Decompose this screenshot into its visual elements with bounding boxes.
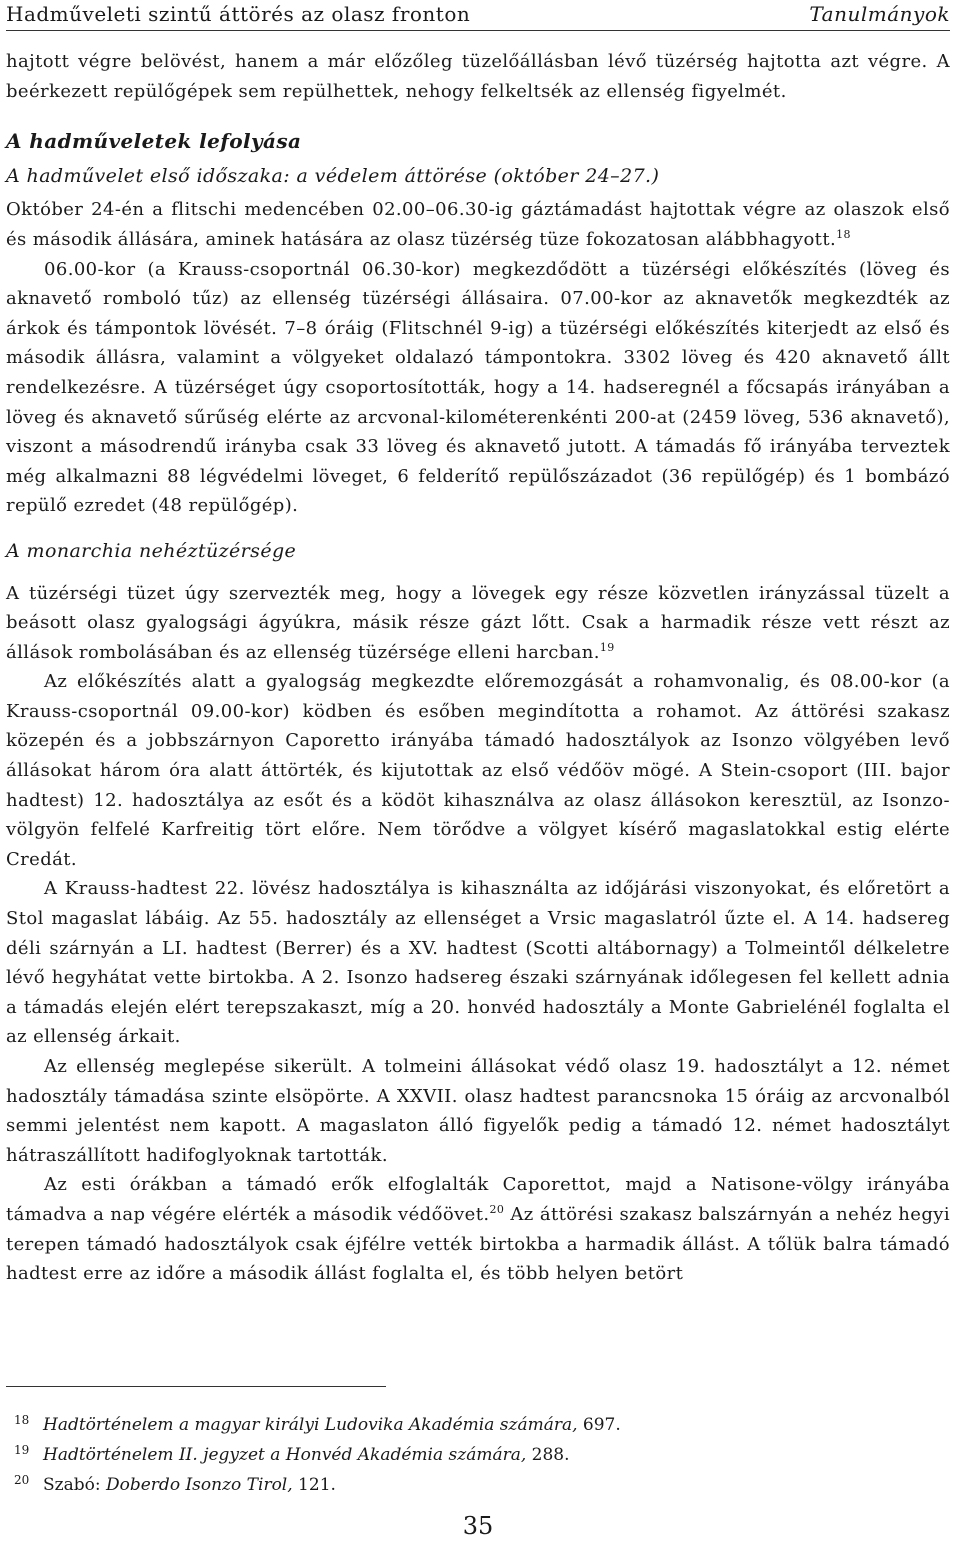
page-number: 35	[462, 1512, 494, 1540]
footnote-separator	[6, 1386, 386, 1387]
footnotes	[6, 1410, 950, 1500]
paragraph-6: Az ellenség meglepése sikerült. A tolmeini állásokat védő olasz 19. hadosztályt a 12. német hadosztály támadása szinte elsöpörte. A XXVII. olasz hadtest parancsnoka 15 óráig az arcvonalból semmi jelentést nem kapott. A magaslaton álló figyelők pedig a támadó 12. német hadosztályt hátraszállított hadifoglyoknak tartották.	[6, 1056, 950, 1166]
footnote-20	[6, 1470, 950, 1500]
paragraph-3-text: A tüzérségi tüzet úgy szervezték meg, hogy a lövegek egy része közvetlen irányzással tüzelt a beásott olasz gyalogsági ágyúkra, másik része gázt lőtt. Csak a harmadik része vett részt az állások rombolásában és az ellenség tüzérsége elleni harcban.	[6, 582, 950, 663]
paragraph-7-text-b: Az áttörési szakasz balszárnyán a nehéz hegyi terepen támadó hadosztályok csak éjfélre vették birtokba a harmadik állást. A tőlük balra támadó hadtest erre az időre a második állást foglalta el, és több helyen betört	[6, 1203, 950, 1285]
paragraph-1-text: Október 24-én a flitschi medencében 02.00–06.30-ig gáztámadást hajtottak végre az olaszok első és második állására, aminek hatására az olasz tüzérség tüze fokozatosan alábbhagyott.	[6, 199, 950, 250]
paragraph-2: 06.00-kor (a Krauss-csoportnál 06.30-kor) megkezdődött a tüzérségi előkészítés (löveg és aknavető romboló tűz) az ellenség tüzérségi állásaira. 07.00-kor az aknavetők megkezdték az árkok és támpontok lövését. 7–8 óráig (Flitschnél 9-ig) a tüzérségi előkészítés kiterjedt az első és második állásra, valamint a völgyeket oldalazó támpontokra. 3302 löveg és 420 aknavető állt rendelkezésre. A tüzérséget úgy csoportosították, hogy a 14. hadseregnél a főcsapás irányában a löveg és aknavető sűrűség elérte az arcvonal-kilométerenkénti 200-at (2459 löveg, 536 aknavető), viszont a másodrendű irányba csak 33 löveg és aknavető jutott. A támadás fő irányába terveztek még alkalmazni 88 légvédelmi löveget, 6 felderítő repülőszázadot (36 repülőgép) és 1 bombázó repülő ezredet (48 repülőgép).	[6, 258, 950, 517]
subheading-elso-idoszak: A hadművelet első időszaka: a védelem áttörése (október 24–27.)	[6, 164, 660, 187]
footnote-ref-20[interactable]: 20	[489, 1202, 505, 1216]
body-text	[6, 47, 950, 1289]
footnote-source-title: Doberdo Isonzo Tirol,	[106, 1475, 293, 1495]
header-title: Hadműveleti szintű áttörés az olasz fronton	[6, 2, 471, 26]
heading-hadmuveletek-lefolyasa: A hadműveletek lefolyása	[6, 129, 302, 154]
footnote-number: 19	[14, 1443, 30, 1457]
paragraph-4: Az előkészítés alatt a gyalogság megkezdte előremozgását a rohamvonalig, és 08.00-kor (a Krauss-csoportnál 09.00-kor) ködben és esőben megindította a rohamot. Az áttörési szakasz közepén és a jobbszárnyon Caporetto irányába támadó hadosztályok az Isonzo völgyében levő állásokat három óra alatt áttörték, és kijutottak az első védőöv mögé. A Stein-csoport (III. bajor hadtest) 12. hadosztálya az esőt és a ködöt kihasználva az olasz állásokon keresztül, az Isonzo-völgyön felfelé Karfreitig tört előre. Nem törődve a völgyet kísérő magaslatokkal estig elérte Credát.	[6, 671, 950, 870]
footnote-page: 121.	[292, 1475, 336, 1495]
footnote-page: 288.	[526, 1445, 570, 1465]
footnote-number: 18	[14, 1413, 30, 1427]
footnote-19	[6, 1440, 950, 1470]
footnote-18	[6, 1410, 950, 1440]
footnote-number: 20	[14, 1473, 30, 1487]
header-section: Tanulmányok	[809, 2, 950, 26]
footnote-ref-18[interactable]: 18	[836, 227, 851, 241]
paragraph-7-text-a: Az esti órákban a támadó erők elfoglalták Caporettot, majd a Natisone-völgy irányába támadva a nap végére elérték a második védőövet.	[6, 1174, 950, 1225]
footnote-author: Szabó:	[43, 1475, 106, 1495]
footnote-page: 697.	[577, 1415, 621, 1435]
footnote-source-title: Hadtörténelem II. jegyzet a Honvéd Akadémia számára,	[43, 1445, 527, 1465]
intro-paragraph: hajtott végre belövést, hanem a már előzőleg tüzelőállásban lévő tüzérség hajtotta azt végre. A beérkezett repülőgépek sem repülhettek, nehogy felkeltsék az ellenség figyelmét.	[6, 51, 950, 102]
paragraph-1	[6, 195, 950, 254]
paragraph-5: A Krauss-hadtest 22. lövész hadosztálya is kihasználta az időjárási viszonyokat, és előretört a Stol magaslat lábáig. Az 55. hadosztály az ellenséget a Vrsic magaslatról űzte el. A 14. hadsereg déli szárnyán a LI. hadtest (Berrer) és a XV. hadtest (Scotti altábornagy) a Tolmeintől délkeletre lévő hegyhátat vette birtokba. A 2. Isonzo hadsereg északi szárnyának időlegesen fel kellett adnia a támadás elején elért terepszakaszt, míg a 20. honvéd hadosztály a Monte Gabrielénél foglalta el az ellenség árkait.	[6, 878, 950, 1048]
footnote-source-title: Hadtörténelem a magyar királyi Ludovika Akadémia számára,	[43, 1415, 578, 1435]
running-header	[6, 0, 950, 31]
paragraph-7	[6, 1170, 950, 1288]
footnote-ref-19[interactable]: 19	[599, 640, 615, 654]
paragraph-3	[6, 579, 950, 668]
heading-monarchia-nehezturzersege: A monarchia nehéztüzérsége	[6, 539, 297, 562]
